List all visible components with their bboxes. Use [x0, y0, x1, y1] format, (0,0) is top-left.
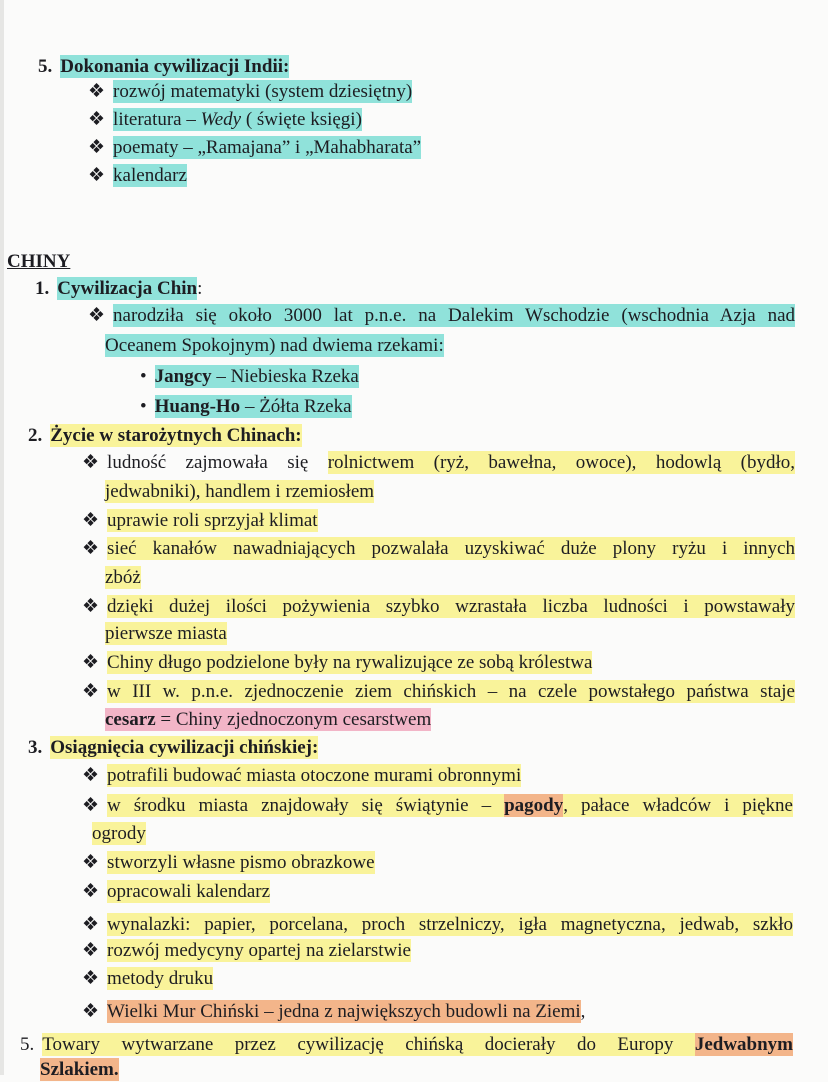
diamond-bullet-icon: ❖ — [82, 940, 100, 961]
highlighted-text: cesarz — [105, 709, 156, 730]
highlighted-text: Jangcy — [154, 366, 212, 387]
text-line — [82, 913, 793, 937]
text-line — [82, 595, 795, 619]
highlighted-text: Szlakiem. — [40, 1059, 119, 1080]
diamond-bullet-icon: ❖ — [82, 765, 100, 786]
diamond-bullet-icon: ❖ — [88, 305, 106, 326]
text-line — [7, 250, 70, 274]
list-number: 1. — [35, 278, 50, 299]
paper-edge — [0, 0, 4, 1075]
text-line — [82, 680, 795, 704]
text-line — [82, 967, 213, 991]
text-line — [105, 480, 374, 504]
list-number: 5. — [38, 56, 53, 77]
highlighted-text: pagody — [504, 795, 564, 816]
text-line — [82, 651, 592, 675]
diamond-bullet-icon: ❖ — [82, 881, 100, 902]
diamond-bullet-icon: ❖ — [82, 795, 100, 816]
text-segment: , — [580, 1001, 586, 1022]
diamond-bullet-icon: ❖ — [82, 852, 100, 873]
highlighted-text: rozwój matematyki (system dziesiętny) — [113, 81, 413, 102]
highlighted-text: Towary wytwarzane przez cywilizację chińską docierały do Europy — [42, 1034, 695, 1055]
text-line — [88, 164, 187, 188]
text-line — [82, 451, 795, 475]
text-line — [38, 55, 289, 79]
bullet-dot-icon: • — [140, 366, 147, 387]
highlighted-text: Życie w starożytnych Chinach: — [50, 425, 302, 446]
text-line — [82, 764, 521, 788]
text-line — [20, 1033, 793, 1057]
highlighted-text: w środku miasta znajdowały się świątynie – — [107, 795, 505, 816]
highlighted-text: ( święte księgi) — [241, 109, 362, 130]
text-line — [88, 304, 795, 328]
highlighted-text: w III w. p.n.e. zjednoczenie ziem chińskich – na czele powstałego państwa staje — [107, 681, 795, 702]
highlighted-text: jedwabniki), handlem i rzemiosłem — [105, 481, 375, 502]
highlighted-text: , pałace władców i piękne — [563, 795, 793, 816]
highlighted-text: poematy – „Ramajana” i „Mahabharata” — [113, 137, 422, 158]
diamond-bullet-icon: ❖ — [82, 596, 100, 617]
highlighted-text: Osiągnięcia cywilizacji chińskiej: — [50, 737, 319, 758]
text-line — [140, 365, 359, 389]
diamond-bullet-icon: ❖ — [82, 1001, 100, 1022]
bullet-dot-icon: • — [140, 396, 147, 417]
text-line — [92, 822, 146, 846]
text-line — [82, 537, 795, 561]
text-line — [28, 424, 302, 448]
highlighted-text: – Żółta Rzeka — [240, 396, 352, 417]
highlighted-text: Dokonania cywilizacji Indii: — [60, 56, 290, 77]
diamond-bullet-icon: ❖ — [88, 109, 106, 130]
highlighted-text: zbóż — [105, 567, 141, 588]
text-line — [82, 939, 411, 963]
diamond-bullet-icon: ❖ — [82, 452, 100, 473]
text-line — [82, 880, 270, 904]
highlighted-text: Jedwabnym — [694, 1034, 793, 1055]
highlighted-text: Chiny długo podzielone były na rywalizujące ze sobą królestwa — [107, 652, 593, 673]
diamond-bullet-icon: ❖ — [88, 137, 106, 158]
text-line — [88, 108, 362, 132]
highlighted-text: Wielki Mur Chiński – jedna z największych budowli na Ziemi — [107, 1001, 581, 1022]
highlighted-text: kalendarz — [113, 165, 187, 186]
diamond-bullet-icon: ❖ — [88, 165, 106, 186]
highlighted-text: sieć kanałów nawadniających pozwalała uzyskiwać duże plony ryżu i innych — [107, 538, 795, 559]
highlighted-text: potrafili budować miasta otoczone murami obronnymi — [107, 765, 522, 786]
text-line — [88, 136, 421, 160]
diamond-bullet-icon: ❖ — [82, 914, 100, 935]
text-line — [105, 334, 444, 358]
text-line — [105, 566, 141, 590]
diamond-bullet-icon: ❖ — [82, 510, 100, 531]
text-line — [105, 708, 431, 732]
highlighted-text: Oceanem Spokojnym) nad dwiema rzekami: — [105, 335, 444, 356]
diamond-bullet-icon: ❖ — [82, 968, 100, 989]
text-line — [40, 1058, 119, 1082]
list-number: 2. — [28, 425, 43, 446]
highlighted-text: opracowali kalendarz — [107, 881, 271, 902]
text-line — [82, 851, 375, 875]
list-number: 5. — [20, 1034, 35, 1055]
highlighted-text: Wedy — [200, 109, 242, 130]
highlighted-text: = Chiny zjednoczonym cesarstwem — [155, 709, 432, 730]
highlighted-text: stworzyli własne pismo obrazkowe — [107, 852, 375, 873]
highlighted-text: Huang-Ho — [154, 396, 241, 417]
text-line — [82, 1000, 585, 1024]
diamond-bullet-icon: ❖ — [88, 81, 106, 102]
diamond-bullet-icon: ❖ — [82, 681, 100, 702]
highlighted-text: rolnictwem (ryż, bawełna, owoce), hodowlą (bydło, — [327, 452, 795, 473]
text-line — [82, 794, 793, 818]
diamond-bullet-icon: ❖ — [82, 652, 100, 673]
text-line — [35, 277, 202, 301]
highlighted-text: uprawie roli sprzyjał klimat — [107, 510, 318, 531]
text-segment: : — [197, 278, 203, 299]
highlighted-text: metody druku — [107, 968, 214, 989]
text-line — [28, 736, 318, 760]
highlighted-text: rozwój medycyny opartej na zielarstwie — [107, 940, 411, 961]
diamond-bullet-icon: ❖ — [82, 538, 100, 559]
highlighted-text: literatura – — [113, 109, 201, 130]
highlighted-text: – Niebieska Rzeka — [211, 366, 359, 387]
text-line — [88, 80, 412, 104]
text-line — [140, 395, 352, 419]
text-line — [105, 622, 227, 646]
highlighted-text: Cywilizacja Chin — [57, 278, 198, 299]
highlighted-text: ogrody — [92, 823, 146, 844]
list-number: 3. — [28, 737, 43, 758]
highlighted-text: pierwsze miasta — [105, 623, 227, 644]
text-line — [82, 509, 318, 533]
text-segment: CHINY — [7, 251, 71, 272]
highlighted-text: dzięki dużej ilości pożywienia szybko wzrastała liczba ludności i powstawały — [107, 596, 795, 617]
text-segment: ludność zajmowała się — [107, 452, 328, 473]
highlighted-text: wynalazki: papier, porcelana, proch strzelniczy, igła magnetyczna, jedwab, szkło — [107, 914, 793, 935]
highlighted-text: narodziła się około 3000 lat p.n.e. na Dalekim Wschodzie (wschodnia Azja nad — [113, 305, 795, 326]
